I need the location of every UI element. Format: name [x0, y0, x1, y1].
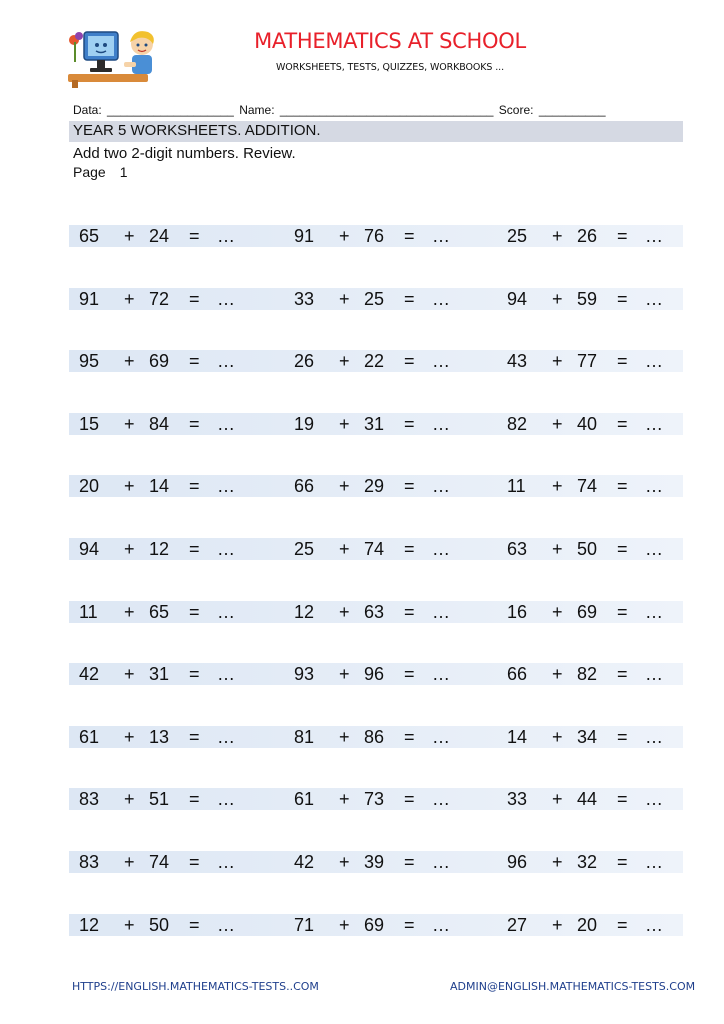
- answer-blank[interactable]: …: [645, 413, 663, 434]
- plus-sign: +: [552, 726, 563, 747]
- second-addend: 44: [577, 789, 598, 810]
- second-addend: 84: [149, 413, 170, 434]
- first-addend: 61: [294, 789, 315, 810]
- second-addend: 22: [364, 351, 385, 372]
- answer-blank[interactable]: …: [217, 726, 235, 747]
- equals-sign: =: [404, 664, 415, 685]
- plus-sign: +: [124, 476, 135, 497]
- equals-sign: =: [404, 413, 415, 434]
- name-label: Name:: [239, 103, 275, 117]
- answer-blank[interactable]: …: [645, 288, 663, 309]
- answer-blank[interactable]: …: [645, 226, 663, 246]
- equals-sign: =: [617, 476, 628, 497]
- plus-sign: +: [124, 789, 135, 810]
- second-addend: 14: [149, 476, 170, 497]
- plus-sign: +: [124, 601, 135, 622]
- worksheet-instructions: Add two 2-digit numbers. Review.: [73, 145, 296, 162]
- second-addend: 69: [149, 351, 170, 372]
- equals-sign: =: [189, 601, 200, 622]
- plus-sign: +: [124, 351, 135, 372]
- answer-blank[interactable]: …: [217, 288, 235, 309]
- second-addend: 40: [577, 413, 598, 434]
- data-label: Data:: [73, 103, 102, 117]
- plus-sign: +: [339, 726, 350, 747]
- first-addend: 33: [294, 288, 315, 309]
- equals-sign: =: [189, 226, 200, 246]
- second-addend: 74: [364, 538, 385, 559]
- first-addend: 11: [507, 476, 526, 497]
- plus-sign: +: [552, 601, 563, 622]
- problem-row: [69, 663, 683, 685]
- plus-sign: +: [339, 914, 350, 935]
- second-addend: 32: [577, 851, 598, 872]
- equals-sign: =: [404, 914, 415, 935]
- problem-row: [69, 851, 683, 873]
- equals-sign: =: [404, 288, 415, 309]
- school-logo-icon: [68, 24, 164, 88]
- first-addend: 15: [79, 413, 100, 434]
- plus-sign: +: [552, 476, 563, 497]
- first-addend: 42: [79, 664, 100, 685]
- first-addend: 66: [507, 664, 528, 685]
- answer-blank[interactable]: …: [432, 789, 450, 810]
- second-addend: 31: [364, 413, 385, 434]
- equals-sign: =: [617, 601, 628, 622]
- plus-sign: +: [339, 476, 350, 497]
- problem-row: [69, 601, 683, 623]
- second-addend: 74: [149, 851, 170, 872]
- answer-blank[interactable]: …: [645, 914, 663, 935]
- answer-blank[interactable]: …: [217, 351, 235, 372]
- plus-sign: +: [552, 226, 563, 246]
- second-addend: 69: [364, 914, 385, 935]
- plus-sign: +: [339, 288, 350, 309]
- second-addend: 31: [149, 664, 170, 685]
- plus-sign: +: [339, 351, 350, 372]
- plus-sign: +: [339, 851, 350, 872]
- first-addend: 66: [294, 476, 315, 497]
- answer-blank[interactable]: …: [432, 476, 450, 497]
- first-addend: 91: [294, 226, 315, 246]
- first-addend: 71: [294, 914, 315, 935]
- first-addend: 93: [294, 664, 315, 685]
- second-addend: 29: [364, 476, 385, 497]
- first-addend: 63: [507, 538, 528, 559]
- answer-blank[interactable]: …: [217, 538, 235, 559]
- equals-sign: =: [189, 664, 200, 685]
- first-addend: 94: [507, 288, 528, 309]
- answer-blank[interactable]: …: [432, 288, 450, 309]
- second-addend: 13: [149, 726, 170, 747]
- equals-sign: =: [617, 851, 628, 872]
- answer-blank[interactable]: …: [432, 851, 450, 872]
- plus-sign: +: [552, 413, 563, 434]
- equals-sign: =: [189, 413, 200, 434]
- equals-sign: =: [617, 726, 628, 747]
- answer-blank[interactable]: …: [217, 476, 235, 497]
- equals-sign: =: [189, 538, 200, 559]
- footer-email[interactable]: ADMIN@ENGLISH.MATHEMATICS-TESTS.COM: [450, 980, 696, 993]
- answer-blank[interactable]: …: [432, 726, 450, 747]
- problem-row: [69, 350, 683, 372]
- plus-sign: +: [124, 726, 135, 747]
- plus-sign: +: [124, 851, 135, 872]
- equals-sign: =: [617, 538, 628, 559]
- equals-sign: =: [617, 288, 628, 309]
- answer-blank[interactable]: …: [645, 726, 663, 747]
- answer-blank[interactable]: …: [217, 601, 235, 622]
- second-addend: 72: [149, 288, 170, 309]
- name-field[interactable]: ________________________________: [279, 103, 494, 117]
- plus-sign: +: [124, 288, 135, 309]
- plus-sign: +: [552, 288, 563, 309]
- problem-row: [69, 726, 683, 748]
- equals-sign: =: [404, 226, 415, 246]
- plus-sign: +: [124, 226, 135, 246]
- worksheet-title: YEAR 5 WORKSHEETS. ADDITION.: [73, 122, 321, 139]
- second-addend: 20: [577, 914, 598, 935]
- second-addend: 82: [577, 664, 598, 685]
- data-field[interactable]: ___________________: [107, 103, 234, 117]
- plus-sign: +: [339, 226, 350, 246]
- problem-row: [69, 914, 683, 936]
- plus-sign: +: [339, 789, 350, 810]
- second-addend: 63: [364, 601, 385, 622]
- second-addend: 25: [364, 288, 385, 309]
- second-addend: 50: [577, 538, 598, 559]
- plus-sign: +: [339, 601, 350, 622]
- second-addend: 65: [149, 601, 170, 622]
- first-addend: 42: [294, 851, 315, 872]
- equals-sign: =: [404, 351, 415, 372]
- second-addend: 59: [577, 288, 598, 309]
- first-addend: 82: [507, 413, 528, 434]
- site-title: MATHEMATICS AT SCHOOL: [254, 29, 526, 53]
- first-addend: 83: [79, 789, 100, 810]
- equals-sign: =: [189, 288, 200, 309]
- second-addend: 12: [149, 538, 170, 559]
- first-addend: 27: [507, 914, 528, 935]
- answer-blank[interactable]: …: [432, 226, 450, 246]
- answer-blank[interactable]: …: [432, 664, 450, 685]
- plus-sign: +: [124, 914, 135, 935]
- answer-blank[interactable]: …: [432, 351, 450, 372]
- plus-sign: +: [552, 851, 563, 872]
- equals-sign: =: [404, 726, 415, 747]
- score-field[interactable]: __________: [538, 103, 606, 117]
- answer-blank[interactable]: …: [217, 914, 235, 935]
- problem-row: [69, 225, 683, 247]
- first-addend: 43: [507, 351, 528, 372]
- page-indicator: [73, 164, 128, 180]
- first-addend: 11: [79, 601, 98, 622]
- plus-sign: +: [124, 664, 135, 685]
- equals-sign: =: [404, 789, 415, 810]
- equals-sign: =: [404, 601, 415, 622]
- equals-sign: =: [189, 726, 200, 747]
- second-addend: 74: [577, 476, 598, 497]
- equals-sign: =: [617, 413, 628, 434]
- answer-blank[interactable]: …: [432, 601, 450, 622]
- plus-sign: +: [124, 413, 135, 434]
- plus-sign: +: [339, 664, 350, 685]
- second-addend: 24: [149, 226, 170, 246]
- first-addend: 65: [79, 226, 100, 246]
- equals-sign: =: [189, 351, 200, 372]
- equals-sign: =: [404, 851, 415, 872]
- first-addend: 81: [294, 726, 315, 747]
- second-addend: 39: [364, 851, 385, 872]
- problem-list: [69, 225, 683, 976]
- equals-sign: =: [404, 538, 415, 559]
- second-addend: 69: [577, 601, 598, 622]
- first-addend: 19: [294, 413, 315, 434]
- equals-sign: =: [617, 664, 628, 685]
- worksheet-title-bar: [69, 121, 683, 142]
- equals-sign: =: [189, 914, 200, 935]
- plus-sign: +: [552, 914, 563, 935]
- first-addend: 25: [507, 226, 528, 246]
- first-addend: 14: [507, 726, 528, 747]
- score-label: Score:: [498, 103, 534, 117]
- second-addend: 50: [149, 914, 170, 935]
- plus-sign: +: [552, 351, 563, 372]
- answer-blank[interactable]: …: [432, 413, 450, 434]
- second-addend: 73: [364, 789, 385, 810]
- second-addend: 86: [364, 726, 385, 747]
- first-addend: 12: [294, 601, 315, 622]
- answer-blank[interactable]: …: [645, 664, 663, 685]
- problem-row: [69, 788, 683, 810]
- answer-blank[interactable]: …: [217, 226, 235, 246]
- page-number: 1: [119, 164, 128, 180]
- plus-sign: +: [339, 413, 350, 434]
- answer-blank[interactable]: …: [432, 914, 450, 935]
- answer-blank[interactable]: …: [645, 789, 663, 810]
- page-label: Page: [73, 164, 106, 180]
- equals-sign: =: [404, 476, 415, 497]
- plus-sign: +: [552, 664, 563, 685]
- plus-sign: +: [124, 538, 135, 559]
- answer-blank[interactable]: …: [645, 476, 663, 497]
- equals-sign: =: [189, 476, 200, 497]
- first-addend: 12: [79, 914, 100, 935]
- problem-row: [69, 538, 683, 560]
- second-addend: 77: [577, 351, 598, 372]
- first-addend: 91: [79, 288, 100, 309]
- plus-sign: +: [339, 538, 350, 559]
- second-addend: 34: [577, 726, 598, 747]
- first-addend: 95: [79, 351, 100, 372]
- plus-sign: +: [552, 538, 563, 559]
- second-addend: 76: [364, 226, 385, 246]
- equals-sign: =: [189, 851, 200, 872]
- first-addend: 16: [507, 601, 528, 622]
- problem-row: [69, 413, 683, 435]
- first-addend: 61: [79, 726, 100, 747]
- answer-blank[interactable]: …: [645, 351, 663, 372]
- first-addend: 83: [79, 851, 100, 872]
- student-info-line: [73, 103, 683, 117]
- equals-sign: =: [617, 789, 628, 810]
- first-addend: 33: [507, 789, 528, 810]
- first-addend: 96: [507, 851, 528, 872]
- answer-blank[interactable]: …: [432, 538, 450, 559]
- answer-blank[interactable]: …: [645, 538, 663, 559]
- equals-sign: =: [617, 351, 628, 372]
- answer-blank[interactable]: …: [217, 664, 235, 685]
- first-addend: 26: [294, 351, 315, 372]
- second-addend: 96: [364, 664, 385, 685]
- second-addend: 51: [149, 789, 170, 810]
- answer-blank[interactable]: …: [217, 851, 235, 872]
- answer-blank[interactable]: …: [217, 413, 235, 434]
- second-addend: 26: [577, 226, 598, 246]
- first-addend: 25: [294, 538, 315, 559]
- equals-sign: =: [617, 226, 628, 246]
- first-addend: 94: [79, 538, 100, 559]
- site-subtitle: WORKSHEETS, TESTS, QUIZZES, WORKBOOKS ...: [275, 62, 505, 73]
- answer-blank[interactable]: …: [217, 789, 235, 810]
- footer-website[interactable]: HTTPS://ENGLISH.MATHEMATICS-TESTS..COM: [72, 980, 319, 993]
- equals-sign: =: [617, 914, 628, 935]
- answer-blank[interactable]: …: [645, 851, 663, 872]
- problem-row: [69, 288, 683, 310]
- plus-sign: +: [552, 789, 563, 810]
- problem-row: [69, 475, 683, 497]
- answer-blank[interactable]: …: [645, 601, 663, 622]
- equals-sign: =: [189, 789, 200, 810]
- first-addend: 20: [79, 476, 100, 497]
